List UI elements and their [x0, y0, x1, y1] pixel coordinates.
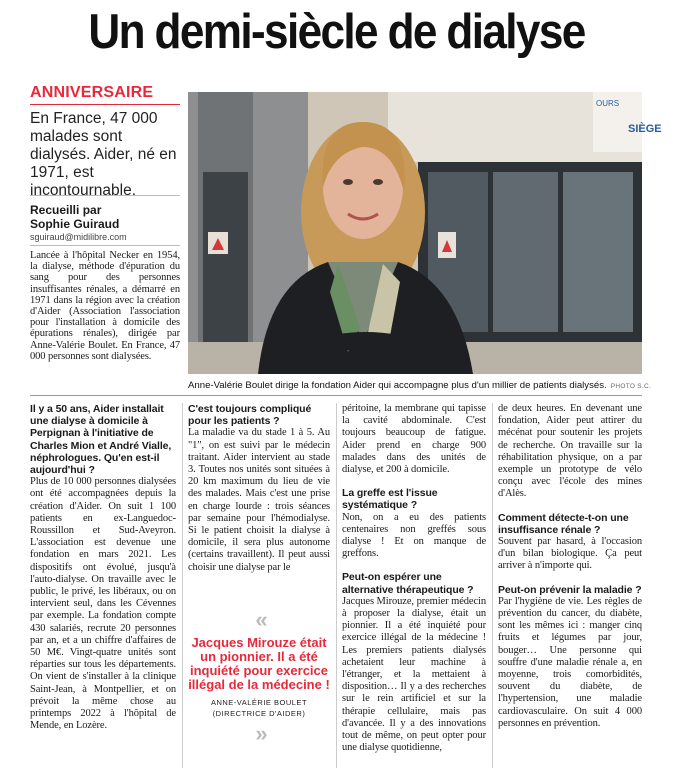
column-divider — [492, 403, 493, 768]
standfirst: En France, 47 000 malades sont dialysés. Aider, né en 1971, est incontournable. — [30, 110, 177, 199]
pull-quote-text: Jacques Mirouze était un pionnier. Il a été inquiété pour exercice illégal de la médecine ! — [188, 635, 330, 692]
pull-quote-role: (DIRECTRICE D'AIDER) — [212, 709, 306, 718]
building-sign: SIÈGE — [628, 123, 662, 135]
answer-2: La maladie va du stade 1 à 5. Au "1", on est suivi par le médecin traitant. Aider intervient au stade 3. Toutes nos unités sont situées à 20 km maximum du lieu de vie des malades. Mais c'est une prise en charge lourde : trois séances par semaine pour l'hémodialyse. Si le patient choisit la dialyse à domicile, il sera plus autonome (certains travaillent). Il peut aussi choisir une dialyse par le — [188, 427, 330, 573]
standfirst-divider — [30, 195, 180, 196]
answer-1: Plus de 10 000 personnes dialysées ont été accompagnées depuis la création d'Aider. On suit 1 100 patients en ex-Languedoc-Roussillon et Sud-Aveyron. L'association est devenue une fondation en mars 2021. Les dispositifs ont évolué, jusqu'à l'auto-dialyse. On travaille avec le public, le privé, les libéraux, ou on intervient seul, dans les Cévennes par exemple. La fondation compte 430 salariés, recrute 20 personnes par an, et a un chiffre d'affaires de 50 M€. Vingt-quatre unités sont réparties sur tous les départements. On vient de s'installer à la clinique Saint-Jean, à Montpellier, et on prévoit la même chose au printemps 2022 à l'hôpital de Mende, en Lozère. — [30, 476, 176, 732]
kicker-divider — [30, 104, 180, 105]
photo-caption — [188, 380, 652, 391]
byline-intro: Recueilli par — [30, 203, 102, 217]
question-6: Peut-on prévenir la maladie ? — [498, 583, 642, 596]
portrait-photo — [188, 92, 662, 374]
column-3 — [342, 403, 486, 754]
answer-5: Souvent par hasard, à l'occasion d'un bilan biologique. Ça peut arriver à n'importe qui. — [498, 536, 642, 572]
answer-4-continued: de deux heures. En devenant une fondation, Aider peut attirer du mécénat pour soutenir les projets de recherche. On travaille sur la réhabilitation physique, on a par exemple un prototype de vélo conçu avec l'école des mines d'Alès. — [498, 403, 642, 500]
question-4: Peut-on espérer une alternative thérapeutique ? — [342, 571, 474, 596]
question-1: Il y a 50 ans, Aider installait une dialyse à domicile à Perpignan à l'initiative de Charles Mion et André Vialle, néphrologues. Qu'en est-il aujourd'hui ? — [30, 403, 172, 477]
answer-3: Non, on a eu des patients centenaires non greffés sous dialyse ! Et on manque de greffons. — [342, 511, 486, 560]
headline: Un demi-siècle de dialyse — [88, 5, 585, 59]
intro-paragraph: Lancée à l'hôpital Necker en 1954, la dialyse, méthode d'épuration du sang pour des personnes insuffisantes rénales, a démarré en 1971 dans la région avec la création d'Aider (Association l'association pour l'installation à domicile des épurations rénales), dirigée par Anne-Valérie Boulet. En France, 47 000 personnes sont dialysées. — [30, 250, 180, 362]
open-quote-icon: « — [255, 607, 263, 632]
column-1 — [30, 403, 176, 732]
photo-credit: PHOTO S.C. — [610, 383, 652, 390]
column-divider — [336, 403, 337, 768]
answer-6: Par l'hygiène de vie. Les règles de prévention du cancer, du diabète, sont les mêmes ici : manger cinq fruits et légumes par jour, bouger… Une personne qui souffre d'une maladie rénale a, en moyenne, trois comorbidités, souvent du diabète, de l'hypertension, une maladie cardiovasculaire. On suit 4 000 personnes en prévention. — [498, 595, 642, 729]
answer-4: Jacques Mirouze, premier médecin à proposer la dialyse, était un pionnier. Il a été inquiété pour exercice illégal de la médecine ! Les premiers patients dialysés achetaient leur machine à l'étranger, et la mettaient à disposition… Il y a des recherches sur le rein artificiel et sur la thérapie cellulaire, mais pas d'avancée. Il y a des innovations tout de même, on peut opter pour une dialyse quotidienne, — [342, 595, 486, 754]
column-2 — [188, 403, 330, 574]
question-2: C'est toujours compliqué pour les patients ? — [188, 403, 312, 428]
byline-divider — [30, 245, 180, 246]
column-4 — [498, 403, 642, 730]
pull-quote — [188, 607, 330, 746]
photo-illustration — [188, 92, 662, 374]
byline-author: Sophie Guiraud — [30, 217, 120, 231]
question-3: La greffe est l'issue systématique ? — [342, 487, 438, 512]
byline-email[interactable]: sguiraud@midilibre.com — [30, 232, 127, 242]
column-divider — [182, 403, 183, 768]
section-divider — [30, 395, 642, 396]
caption-text: Anne-Valérie Boulet dirige la fondation Aider qui accompagne plus d'un millier de patients dialysés. — [188, 380, 607, 391]
building-sign-small: OURS — [596, 99, 620, 108]
question-5: Comment détecte-t-on une insuffisance rénale ? — [498, 511, 629, 536]
pull-quote-author: ANNE-VALÉRIE BOULET — [210, 698, 308, 707]
section-kicker: ANNIVERSAIRE — [30, 84, 154, 101]
close-quote-icon: » — [255, 721, 263, 746]
answer-2-continued: péritoine, la membrane qui tapisse la cavité abdominale. C'est toujours beaucoup de fatigue. Aider prend en charge 900 malades dans des unités de dialyse, et 200 à domicile. — [342, 403, 486, 476]
